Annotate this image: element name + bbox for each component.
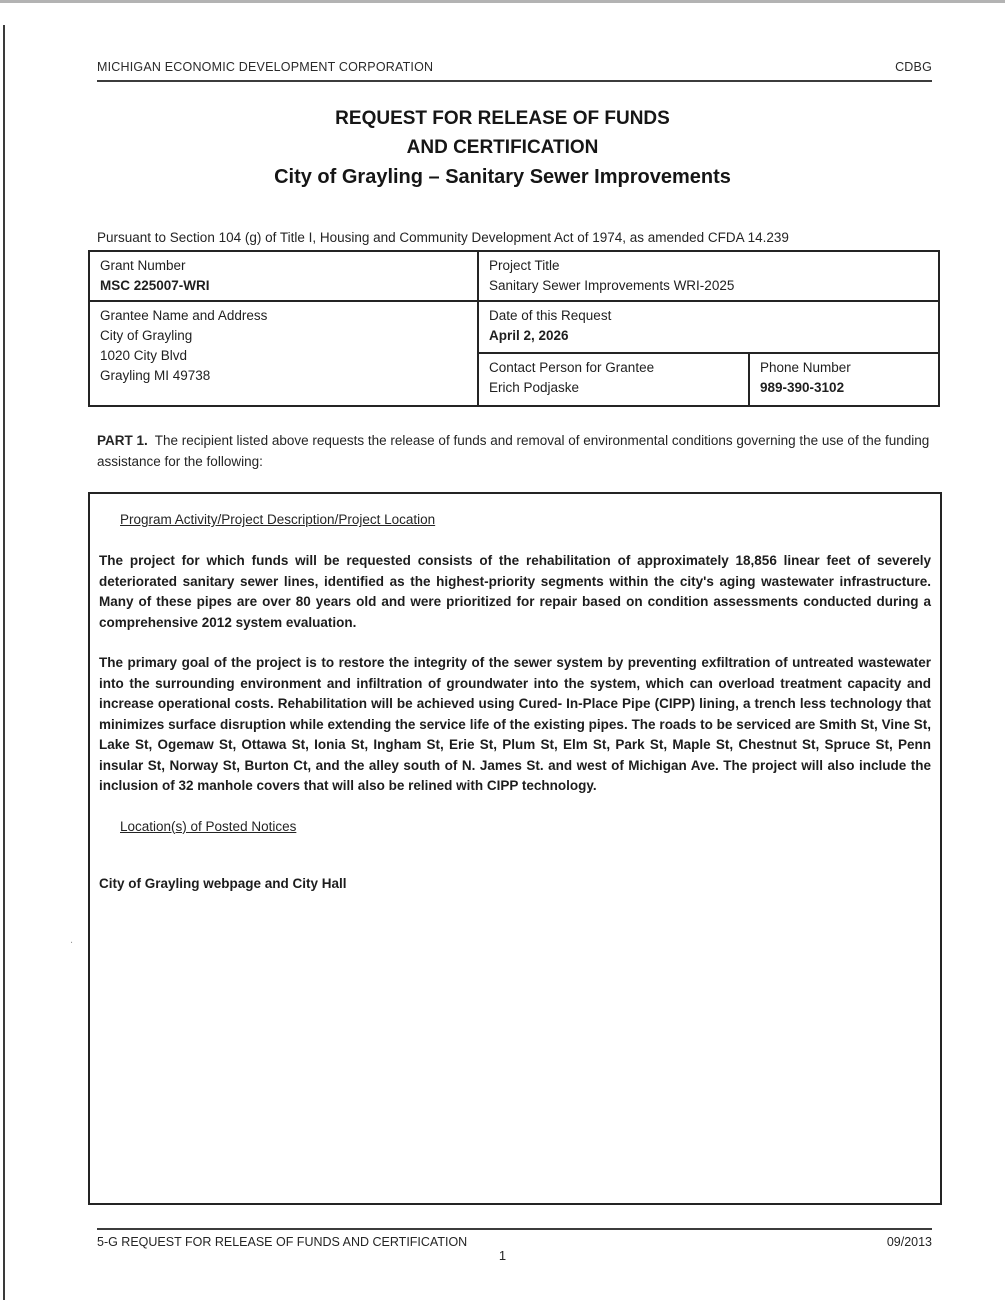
title-line-1: REQUEST FOR RELEASE OF FUNDS xyxy=(335,108,670,129)
document-footer xyxy=(97,1228,932,1249)
grant-info-left-column xyxy=(90,252,479,405)
grantee-city-state-zip: Grayling MI 49738 xyxy=(100,368,211,383)
title-line-2: AND CERTIFICATION xyxy=(406,137,599,158)
project-title-value: Sanitary Sewer Improvements WRI-2025 xyxy=(489,278,735,293)
title-line-3: City of Grayling – Sanitary Sewer Improvements xyxy=(274,166,731,188)
grantee-name: City of Grayling xyxy=(100,328,193,343)
grantee-label: Grantee Name and Address xyxy=(100,308,268,323)
grant-number-cell xyxy=(90,252,477,302)
grant-number-label: Grant Number xyxy=(100,258,186,273)
document-header xyxy=(97,60,932,82)
contact-phone-row xyxy=(479,354,938,405)
footer-revision-date: 09/2013 xyxy=(886,1235,932,1249)
grant-info-table xyxy=(88,250,940,407)
request-date-value: April 2, 2026 xyxy=(489,328,569,343)
phone-number-value: 989-390-3102 xyxy=(760,380,845,395)
footer-form-title: 5-G REQUEST FOR RELEASE OF FUNDS AND CERTIFICATION xyxy=(97,1235,468,1249)
posted-notices-heading: Location(s) of Posted Notices xyxy=(120,818,297,834)
header-program-code: CDBG xyxy=(895,60,932,74)
project-title-cell xyxy=(479,252,938,302)
project-description-paragraph-2: The primary goal of the project is to restore the integrity of the sewer system by preventing exfiltration of untreated wastewater into the surrounding environment and infiltration of groundwater into the system, which can overload treatment capacity and increase operational costs. Rehabilitation will be achieved using Cured- In-Place Pipe (CIPP) lining, a trench less technology that minimizes surface disruption while extending the service life of the existing pipes. The roads to be serviced are Smith St, Vine St, Lake St, Ogemaw St, Ottawa St, Ionia St, Ingham St, Erie St, Plum St, Elm St, Park St, Maple St, Chestnut St, Spruce St, Penn insular St, Norway St, Burton Ct, and the alley south of N. James St. and west of Michigan Ave. The project will also include the inclusion of 32 manhole covers that will also be relined with CIPP technology. xyxy=(99,655,931,793)
part1-text: The recipient listed above requests the release of funds and removal of environmental conditions governing the use of the funding assistance for the following: xyxy=(97,433,930,469)
grantee-street: 1020 City Blvd xyxy=(100,348,188,363)
pursuant-statement: Pursuant to Section 104 (g) of Title I, Housing and Community Development Act of 1974, as amended CFDA 14.239 xyxy=(97,230,789,245)
request-date-label: Date of this Request xyxy=(489,308,612,323)
phone-number-cell xyxy=(750,354,938,405)
phone-number-label: Phone Number xyxy=(760,360,851,375)
part1-label: PART 1. xyxy=(97,433,148,448)
page-number: 1 xyxy=(498,1248,507,1263)
header-corporation-name: MICHIGAN ECONOMIC DEVELOPMENT CORPORATION xyxy=(97,60,434,74)
request-date-cell xyxy=(479,302,938,354)
posted-notices-locations: City of Grayling webpage and City Hall xyxy=(99,875,347,891)
grant-info-right-column xyxy=(479,252,938,405)
program-activity-box xyxy=(88,492,942,1205)
scan-edge-top xyxy=(0,0,1005,3)
contact-person-cell xyxy=(479,354,750,405)
contact-person-label: Contact Person for Grantee xyxy=(489,360,655,375)
scan-artifact-dot: . xyxy=(70,934,74,946)
grant-number-value: MSC 225007-WRI xyxy=(100,278,210,293)
scan-edge-left xyxy=(3,25,5,1300)
program-activity-heading: Program Activity/Project Description/Project Location xyxy=(120,512,436,527)
grantee-name-address-cell xyxy=(90,302,477,405)
project-description-paragraph-1: The project for which funds will be requested consists of the rehabilitation of approximately 18,856 linear feet of severely deteriorated sanitary sewer lines, identified as the highest-priority segments within the city's aging wastewater infrastructure. Many of these pipes are over 80 years old and were prioritized for repair based on condition assessments conducted during a comprehensive 2012 system evaluation. xyxy=(99,553,931,630)
project-title-label: Project Title xyxy=(489,258,560,273)
document-title xyxy=(0,104,1005,192)
contact-person-value: Erich Podjaske xyxy=(489,380,580,395)
part1-statement xyxy=(97,430,937,472)
